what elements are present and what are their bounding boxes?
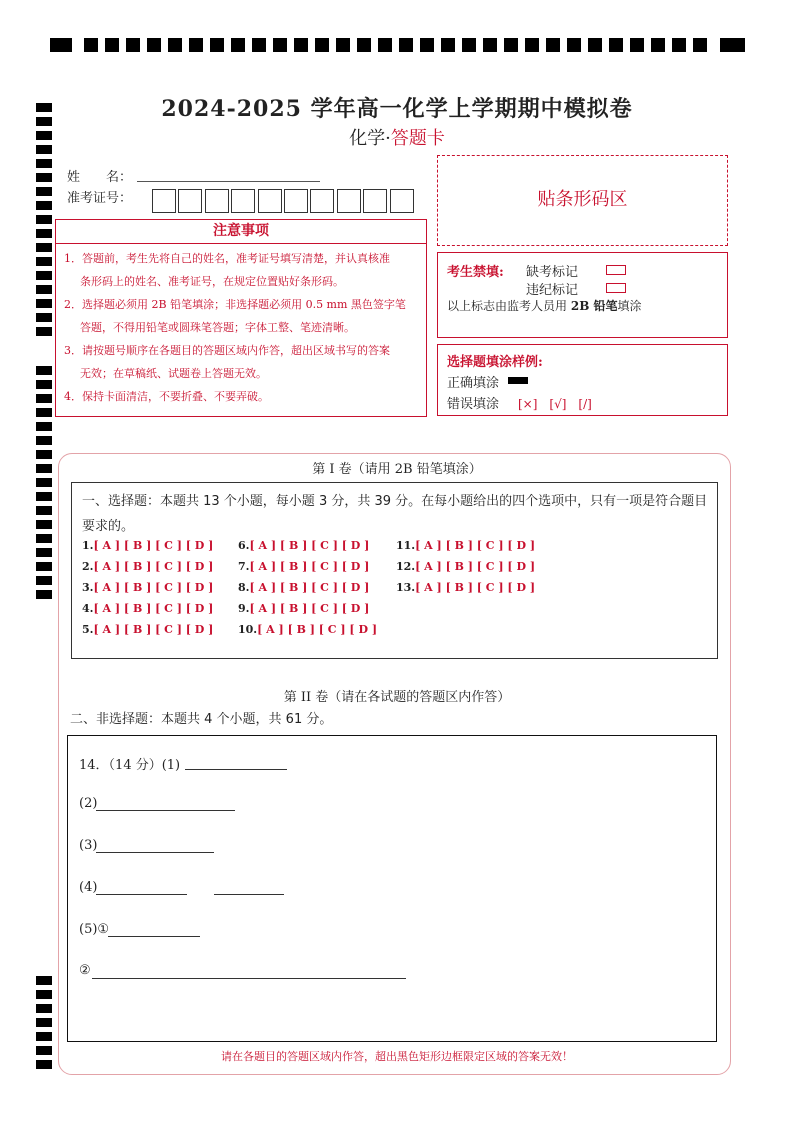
timing-mark — [546, 38, 560, 52]
mc-question[interactable] — [396, 560, 535, 573]
timing-mark — [36, 229, 52, 238]
exam-id-digit-box[interactable] — [178, 189, 202, 213]
answer-line[interactable] — [96, 852, 214, 853]
absent-label: 缺考标记 — [526, 265, 579, 280]
timing-mark — [36, 201, 52, 210]
mc-question[interactable] — [82, 560, 213, 573]
violation-label: 违纪标记 — [526, 283, 579, 298]
timing-mark — [36, 285, 52, 294]
part2-title: 二、非选择题：本题共 4 个小题，共 61 分。 — [70, 712, 333, 727]
mc-options[interactable]: [ A ] [ B ] [ C ] [ D ] — [415, 581, 536, 594]
mc-question-number: 10. — [238, 623, 258, 636]
mc-options[interactable]: [ A ] [ B ] [ C ] [ D ] — [93, 581, 214, 594]
timing-mark — [609, 38, 623, 52]
timing-mark — [420, 38, 434, 52]
free-response-box — [67, 735, 717, 1042]
wrong-label: 错误填涂 — [447, 397, 500, 412]
exam-id-digit-box[interactable] — [152, 189, 176, 213]
timing-mark — [36, 492, 52, 501]
footer-warning: 请在各题目的答题区域内作答，超出黑色矩形边框限定区域的答案无效！ — [221, 1050, 573, 1063]
id-label: 准考证号： — [67, 191, 133, 206]
notice-item: 条形码上的姓名、准考证号，在规定位置贴好条形码。 — [80, 275, 344, 288]
correct-fill-mark — [508, 377, 528, 384]
timing-mark — [588, 38, 602, 52]
mc-question-number: 9. — [238, 602, 250, 615]
q14-label: 14．（14 分）(1) — [79, 758, 181, 773]
mc-question-number: 13. — [396, 581, 416, 594]
timing-mark — [210, 38, 224, 52]
mc-options[interactable]: [ A ] [ B ] [ C ] [ D ] — [415, 539, 536, 552]
timing-mark — [168, 38, 182, 52]
timing-mark — [36, 327, 52, 336]
q14-part2-label: (2) — [79, 796, 98, 811]
answer-line[interactable] — [214, 894, 284, 895]
mc-question[interactable] — [82, 539, 213, 552]
timing-mark — [630, 38, 644, 52]
timing-mark — [36, 243, 52, 252]
mc-question[interactable] — [82, 581, 213, 594]
timing-mark — [36, 215, 52, 224]
barcode-area: 贴条形码区 — [437, 155, 728, 246]
notice-box — [55, 244, 427, 417]
timing-mark — [504, 38, 518, 52]
q14-part4-label: (4) — [79, 880, 98, 895]
timing-mark — [36, 548, 52, 557]
name-label: 姓 名： — [67, 170, 133, 185]
timing-mark — [315, 38, 329, 52]
timing-mark — [672, 38, 686, 52]
timing-mark — [357, 38, 371, 52]
mc-options[interactable]: [ A ] [ B ] [ C ] [ D ] — [93, 560, 214, 573]
timing-mark — [36, 1032, 52, 1041]
prohibit-note-prefix: 以上标志由监考人员用 — [447, 299, 568, 313]
mc-question-number: 1. — [82, 539, 94, 552]
mc-question-number: 5. — [82, 623, 94, 636]
page-subtitle — [0, 124, 794, 150]
mc-question-number: 7. — [238, 560, 250, 573]
timing-mark — [36, 520, 52, 529]
timing-mark — [36, 313, 52, 322]
timing-mark — [36, 271, 52, 280]
exam-id-digit-box[interactable] — [284, 189, 308, 213]
timing-mark — [252, 38, 266, 52]
timing-mark — [651, 38, 665, 52]
timing-mark — [231, 38, 245, 52]
notice-item: 无效；在草稿纸、试题卷上答题无效。 — [80, 367, 267, 380]
mc-options[interactable]: [ A ] [ B ] [ C ] [ D ] — [415, 560, 536, 573]
mc-options[interactable]: [ A ] [ B ] [ C ] [ D ] — [93, 623, 214, 636]
timing-mark — [462, 38, 476, 52]
absent-mark-box[interactable] — [606, 265, 626, 275]
timing-mark — [36, 534, 52, 543]
correct-label: 正确填涂 — [447, 376, 500, 391]
violation-mark-box[interactable] — [606, 283, 626, 293]
mc-question-number: 4. — [82, 602, 94, 615]
q14-part3-label: (3) — [79, 838, 98, 853]
mc-question-number: 12. — [396, 560, 416, 573]
mc-question[interactable] — [82, 602, 213, 615]
mc-question[interactable] — [396, 581, 535, 594]
wrong-fill-marks: [×] [√] [/] — [518, 397, 592, 411]
subtitle-subject: 化学· — [349, 128, 391, 149]
timing-mark — [525, 38, 539, 52]
timing-mark — [36, 159, 52, 168]
timing-mark — [36, 299, 52, 308]
mc-question-number: 2. — [82, 560, 94, 573]
prohibit-note-bold: 2B 铅笔 — [570, 299, 618, 313]
mc-question[interactable] — [238, 560, 369, 573]
mc-options[interactable]: [ A ] [ B ] [ C ] [ D ] — [93, 539, 214, 552]
prohibit-label: 考生禁填: — [447, 265, 504, 280]
timing-mark — [36, 257, 52, 266]
timing-mark — [36, 1018, 52, 1027]
answer-line[interactable] — [92, 978, 406, 979]
mc-options[interactable]: [ A ] [ B ] [ C ] [ D ] — [257, 623, 378, 636]
exam-id-digit-box[interactable] — [337, 189, 361, 213]
timing-mark — [336, 38, 350, 52]
timing-mark — [50, 38, 72, 52]
answer-line[interactable] — [108, 936, 200, 937]
answer-line[interactable] — [185, 769, 287, 770]
timing-mark — [441, 38, 455, 52]
timing-mark — [36, 506, 52, 515]
notice-item: 4．保持卡面清洁，不要折叠、不要弄破。 — [64, 390, 269, 403]
timing-mark — [36, 408, 52, 417]
timing-mark — [36, 990, 52, 999]
exam-id-digit-box[interactable] — [363, 189, 387, 213]
subtitle-card: 答题卡 — [390, 128, 445, 149]
timing-mark — [189, 38, 203, 52]
q14-part5-label: (5)① — [79, 922, 110, 937]
timing-mark — [36, 562, 52, 571]
timing-mark-bar — [50, 38, 745, 52]
mc-question[interactable] — [238, 602, 369, 615]
timing-mark — [36, 436, 52, 445]
examiner-only-box — [437, 252, 728, 338]
timing-mark — [36, 187, 52, 196]
notice-heading: 注意事项 — [55, 219, 427, 244]
timing-mark — [36, 976, 52, 985]
timing-mark — [36, 422, 52, 431]
timing-mark — [36, 173, 52, 182]
mc-options[interactable]: [ A ] [ B ] [ C ] [ D ] — [249, 560, 370, 573]
exam-id-digit-box[interactable] — [390, 189, 414, 213]
mc-question[interactable] — [238, 623, 377, 636]
mc-options[interactable]: [ A ] [ B ] [ C ] [ D ] — [249, 539, 370, 552]
timing-mark — [36, 366, 52, 375]
mc-question[interactable] — [238, 581, 369, 594]
fill-sample-box — [437, 344, 728, 416]
mc-options[interactable]: [ A ] [ B ] [ C ] [ D ] — [249, 581, 370, 594]
timing-mark — [147, 38, 161, 52]
timing-mark — [294, 38, 308, 52]
timing-mark — [36, 478, 52, 487]
prohibit-note — [447, 297, 642, 314]
timing-mark — [105, 38, 119, 52]
exam-id-digit-box[interactable] — [205, 189, 229, 213]
timing-mark — [483, 38, 497, 52]
answer-line[interactable] — [96, 810, 235, 811]
mc-question-number: 11. — [396, 539, 416, 552]
timing-mark — [36, 590, 52, 599]
timing-mark — [36, 576, 52, 585]
notice-item: 答题，不得用铅笔或圆珠笔答题；字体工整、笔迹清晰。 — [80, 321, 355, 334]
mc-options[interactable]: [ A ] [ B ] [ C ] [ D ] — [93, 602, 214, 615]
timing-mark — [36, 380, 52, 389]
page-title: 2024-2025 学年高一化学上学期期中模拟卷 — [161, 96, 633, 122]
mc-question-number: 6. — [238, 539, 250, 552]
part2-heading: 第 II 卷（请在各试题的答题区内作答） — [283, 690, 511, 705]
notice-item: 2．选择题必须用 2B 铅笔填涂；非选择题必须用 0.5 mm 黑色签字笔 — [64, 298, 406, 311]
timing-mark — [399, 38, 413, 52]
exam-id-digit-box[interactable] — [231, 189, 255, 213]
mc-question[interactable] — [82, 623, 213, 636]
notice-item: 3．请按题号顺序在各题目的答题区域内作答，超出区域书写的答案 — [64, 344, 390, 357]
mc-options[interactable]: [ A ] [ B ] [ C ] [ D ] — [249, 602, 370, 615]
answer-line[interactable] — [96, 894, 187, 895]
timing-mark — [126, 38, 140, 52]
timing-mark — [36, 394, 52, 403]
timing-mark — [36, 1004, 52, 1013]
timing-mark — [693, 38, 707, 52]
sample-title: 选择题填涂样例: — [447, 355, 543, 370]
mc-question-number: 8. — [238, 581, 250, 594]
mc-instruction: 一、选择题：本题共 13 个小题，每小题 3 分，共 39 分。在每小题给出的四个选项中，只有一项是符合题目要求的。 — [82, 494, 708, 534]
exam-id-digit-box[interactable] — [310, 189, 334, 213]
part1-heading: 第 I 卷（请用 2B 铅笔填涂） — [312, 462, 482, 477]
timing-mark — [378, 38, 392, 52]
mc-question[interactable] — [238, 539, 369, 552]
timing-mark — [720, 38, 745, 52]
notice-item: 1．答题前，考生先将自己的姓名，准考证号填写清楚，并认真核准 — [64, 252, 390, 265]
mc-question-number: 3. — [82, 581, 94, 594]
prohibit-note-suffix: 填涂 — [617, 299, 642, 313]
timing-mark — [567, 38, 581, 52]
exam-id-digit-box[interactable] — [258, 189, 282, 213]
q14-part5b-label: ② — [79, 963, 91, 978]
timing-mark — [84, 38, 98, 52]
multiple-choice-box — [71, 482, 718, 659]
mc-question[interactable] — [396, 539, 535, 552]
timing-mark — [273, 38, 287, 52]
name-field[interactable] — [137, 181, 320, 182]
